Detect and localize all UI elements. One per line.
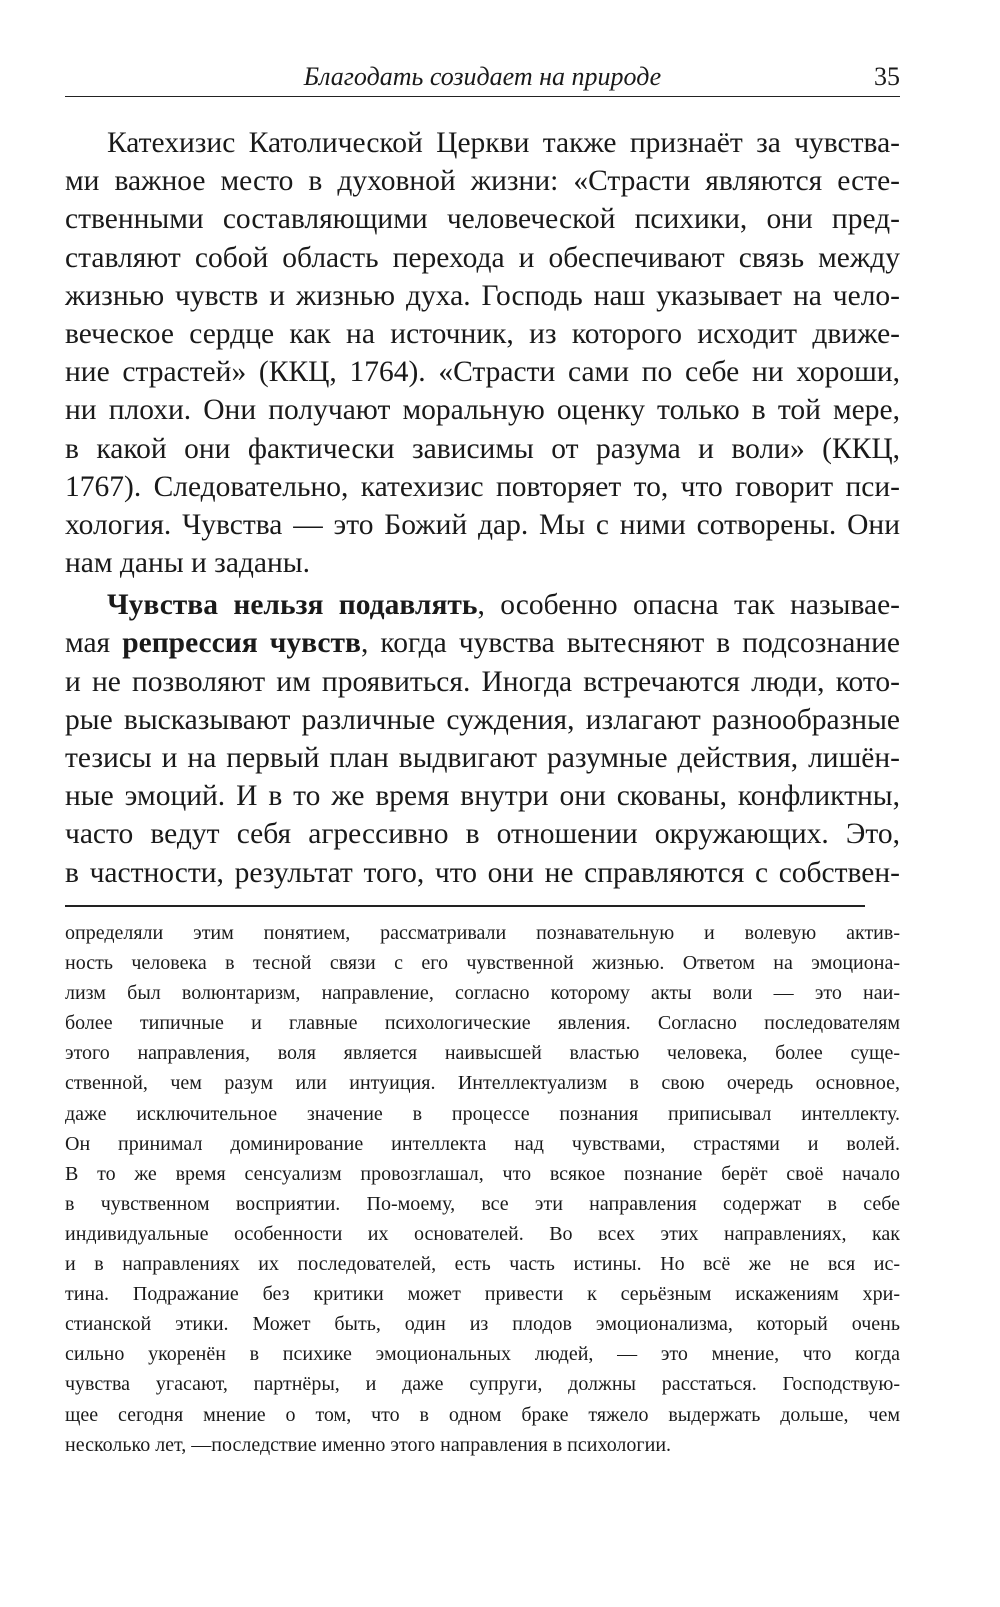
text-line: стианской этики. Может быть, один из плодов эмоционализма, который очень bbox=[65, 1313, 900, 1336]
text-line: тезисы и на первый план выдвигают разумные действия, лишён- bbox=[65, 742, 900, 774]
text-line: ставляют собой область перехода и обеспечивают связь между bbox=[65, 241, 900, 274]
text-line: 1767). Следовательно, катехизис повторяет то, что говорит пси- bbox=[65, 470, 900, 503]
text-line: Катехизис Католической Церкви также признаёт за чувства- bbox=[107, 127, 900, 159]
text-line: этого направления, воля является наивысшей властью человека, более суще- bbox=[65, 1042, 900, 1065]
text-line: в частности, результат того, что они не справляются с собствен- bbox=[65, 856, 900, 889]
text-line: и в направлениях их последователей, есть часть истины. Но всё же не вся ис- bbox=[65, 1253, 900, 1276]
text-line: Он принимал доминирование интеллекта над чувствами, страстями и волей. bbox=[65, 1132, 900, 1155]
text-line bbox=[65, 586, 900, 624]
text-line: ность человека в тесной связи с его чувственной жизнью. Ответом на эмоциона- bbox=[65, 952, 900, 975]
page-header bbox=[65, 58, 900, 97]
text-line: чувства угасают, партнёры, и даже супруги, должны расстаться. Господствую- bbox=[65, 1373, 900, 1396]
text-line: определяли этим понятием, рассматривали познавательную и волевую актив- bbox=[65, 922, 900, 944]
text-span: мая bbox=[65, 627, 123, 660]
page-number: 35 bbox=[874, 62, 900, 91]
text-line: более типичные и главные психологические явления. Согласно последователям bbox=[65, 1012, 900, 1035]
text-line: ные эмоций. И в то же время внутри они скованы, конфликтны, bbox=[65, 780, 900, 813]
paragraph-1 bbox=[65, 124, 900, 582]
text-span: , когда чувства вытесняют в подсознание bbox=[360, 627, 900, 660]
footnote-divider bbox=[65, 905, 865, 907]
bold-phrase: Чувства нельзя подавлять bbox=[107, 589, 478, 622]
text-line: индивидуальные особенности их основателей. Во всех этих направлениях, как bbox=[65, 1222, 900, 1245]
text-line: даже исключительное значение в процессе познания приписывал интеллекту. bbox=[65, 1102, 900, 1125]
text-line: нам даны и заданы. bbox=[65, 547, 311, 580]
text-line: в какой они фактически зависимы от разума и воли» (ККЦ, bbox=[65, 432, 900, 465]
text-line: жизнью чувств и жизнью духа. Господь наш указывает на чело- bbox=[65, 279, 900, 312]
text-line: ми важное место в духовной жизни: «Страсти являются есте- bbox=[65, 165, 900, 198]
text-line: тина. Подражание без критики может привести к серьёзным искажениям хри- bbox=[65, 1283, 900, 1306]
text-line: ственной, чем разум или интуиция. Интеллектуализм в свою очередь основное, bbox=[65, 1072, 900, 1095]
text-line: и не позволяют им проявиться. Иногда встречаются люди, кото- bbox=[65, 665, 900, 698]
text-span: , особенно опасна так называе- bbox=[477, 589, 900, 622]
text-line: ни плохи. Они получают моральную оценку только в той мере, bbox=[65, 394, 900, 427]
text-line: веческое сердце как на источник, из которого исходит движе- bbox=[65, 317, 900, 350]
text-line bbox=[65, 624, 900, 662]
text-line: в чувственном восприятии. По-моему, все эти направления содержат в себе bbox=[65, 1192, 900, 1215]
main-text bbox=[65, 124, 900, 892]
text-line: часто ведут себя агрессивно в отношении окружающих. Это, bbox=[65, 818, 900, 851]
text-line: рые высказывают различные суждения, излагают разнообразные bbox=[65, 703, 900, 736]
text-line: сильно укоренён в психике эмоциональных людей, — это мнение, что когда bbox=[65, 1343, 900, 1366]
text-line: В то же время сенсуализм провозглашал, что всякое познание берёт своё начало bbox=[65, 1162, 900, 1185]
text-line: ние страстей» (ККЦ, 1764). «Страсти сами по себе ни хороши, bbox=[65, 356, 900, 389]
text-line: ственными составляющими человеческой психики, они пред- bbox=[65, 203, 900, 236]
text-line: лизм был волюнтаризм, направление, согласно которому акты воли — это наи- bbox=[65, 982, 900, 1005]
running-title: Благодать созидает на природе bbox=[303, 62, 662, 91]
text-line: хология. Чувства — это Божий дар. Мы с ними сотворены. Они bbox=[65, 508, 900, 541]
footnote bbox=[65, 918, 900, 1460]
paragraph-2 bbox=[65, 586, 900, 892]
text-line: щее сегодня мнение о том, что в одном браке тяжело выдержать дольше, чем bbox=[65, 1403, 900, 1426]
bold-phrase: репрессия чувств bbox=[122, 627, 361, 660]
text-line: несколько лет, —последствие именно этого направления в психологии. bbox=[65, 1433, 672, 1456]
